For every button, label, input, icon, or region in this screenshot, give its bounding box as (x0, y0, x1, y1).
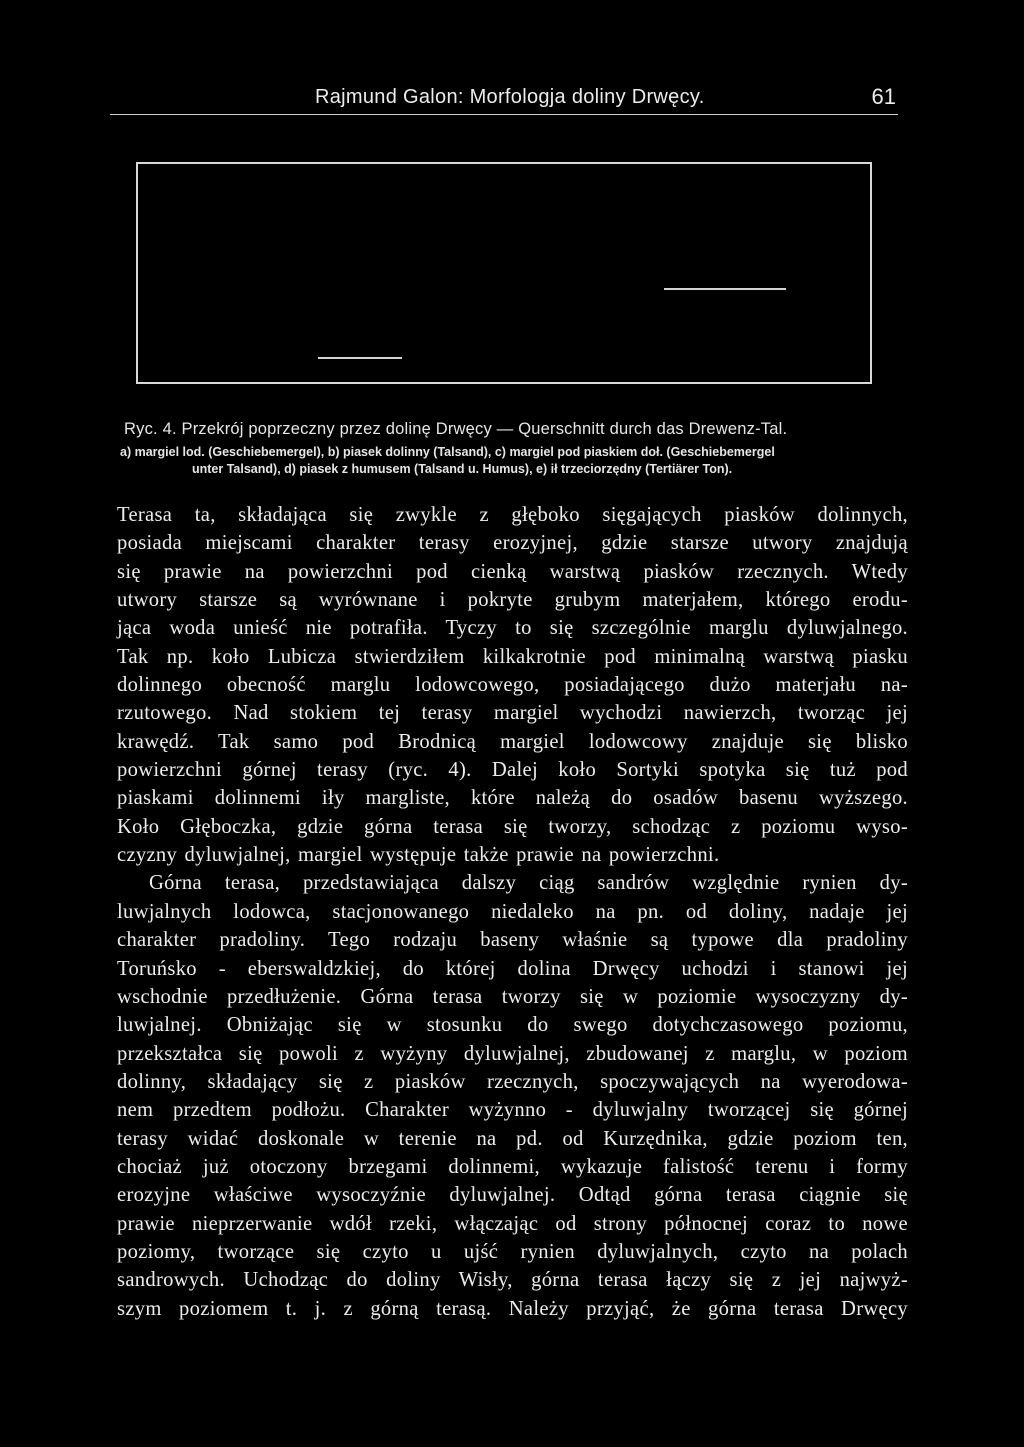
figure-lower-line (318, 357, 402, 359)
text-line: się prawie na powierzchni pod cienką warstwą piasków rzecznych. Wtedy (117, 560, 908, 583)
figure-caption (120, 420, 900, 478)
running-title: Rajmund Galon: Morfologja doliny Drwęcy. (315, 86, 705, 108)
text-line: Tak np. koło Lubicza stwierdziłem kilkakrotnie pod minimalną warstwą piasku (117, 645, 908, 668)
text-line: Górna terasa, przedstawiająca dalszy ciąg sandrów względnie rynien dy- (149, 872, 908, 895)
text-line: poziomy, tworzące się czyto u ujść rynien dyluwjalnych, czyto na polach (117, 1240, 908, 1263)
text-line: jąca woda unieść nie potrafiła. Tyczy to się szczególnie marglu dyluwjalnego. (117, 617, 908, 640)
text-line: posiada miejscami charakter terasy erozyjnej, gdzie starsze utwory znajdują (117, 532, 908, 555)
caption-legend (120, 444, 900, 478)
text-line: terasy widać doskonale w terenie na pd. od Kurzędnika, gdzie poziom ten, (117, 1127, 908, 1150)
text-line: charakter pradoliny. Tego rodzaju baseny właśnie są typowe dla pradoliny (117, 929, 908, 952)
legend-line: unter Talsand), d) piasek z humusem (Talsand u. Humus), e) ił trzeciorzędny (Tertiärer Ton). (192, 462, 733, 476)
text-line: luwjalnych lodowca, stacjonowanego niedaleko na pn. od doliny, nadaje jej (117, 900, 908, 923)
text-line: dolinny, składający się z piasków rzecznych, spoczywających na wyerodowa- (117, 1070, 908, 1093)
text-line: piaskami dolinnemi iły margliste, które należą do osadów basenu wyższego. (117, 787, 908, 810)
text-line: przekształca się powoli z wyżyny dyluwjalnej, zbudowanej z marglu, w poziom (117, 1042, 908, 1065)
legend-line: a) margiel lod. (Geschiebemergel), b) piasek dolinny (Talsand), c) margiel pod piaskiem doł. (Geschiebemergel (120, 445, 775, 459)
text-line: sandrowych. Uchodząc do doliny Wisły, górna terasa łączy się z jej najwyż- (117, 1269, 908, 1292)
text-line: wschodnie przedłużenie. Górna terasa tworzy się w poziomie wysoczyzny dy- (117, 985, 908, 1008)
text-line: rzutowego. Nad stokiem tej terasy margiel wychodzi nawierzch, tworząc jej (117, 702, 908, 725)
text-line: utwory starsze są wyrównane i pokryte grubym materjałem, którego erodu- (117, 589, 908, 612)
text-line: powierzchni górnej terasy (ryc. 4). Dalej koło Sortyki spotyka się tuż pod (117, 759, 908, 782)
body-text (117, 501, 908, 1323)
text-line: erozyjne właściwe wysoczyźnie dyluwjalnej. Odtąd górna terasa ciągnie się (117, 1184, 908, 1207)
caption-title: Ryc. 4. Przekrój poprzeczny przez dolinę Drwęcy — Querschnitt durch das Drewenz-Tal. (124, 420, 788, 438)
text-line: szym poziomem t. j. z górną terasą. Należy przyjąć, że górna terasa Drwęcy (117, 1297, 908, 1320)
text-line: krawędź. Tak samo pod Brodnicą margiel lodowcowy znajduje się blisko (117, 730, 908, 753)
text-line: chociaż już otoczony brzegami dolinnemi, wykazuje falistość terenu i formy (117, 1155, 908, 1178)
text-line: nem przedtem podłożu. Charakter wyżynno - dyluwjalny tworzącej się górnej (117, 1099, 908, 1122)
cross-section-figure (136, 162, 872, 384)
text-line: Koło Głęboczka, gdzie górna terasa się tworzy, schodząc z poziomu wyso- (117, 815, 908, 838)
text-line: Terasa ta, składająca się zwykle z głęboko sięgających piasków dolinnych, (117, 504, 908, 526)
text-line: czyzny dyluwjalnej, margiel występuje także prawie na powierzchni. (117, 844, 720, 867)
figure-upper-line (664, 288, 786, 290)
text-line: Toruńsko - eberswaldzkiej, do której dolina Drwęcy uchodzi i stanowi jej (117, 957, 908, 980)
text-line: prawie nieprzerwanie wdół rzeki, włączając od strony północnej coraz to nowe (117, 1212, 908, 1235)
text-line: luwjalnej. Obniżając się w stosunku do swego dotychczasowego poziomu, (117, 1014, 908, 1037)
running-header (110, 84, 898, 115)
text-line: dolinnego obecność marglu lodowcowego, posiadającego dużo materjału na- (117, 674, 908, 697)
page-number: 61 (871, 84, 896, 109)
